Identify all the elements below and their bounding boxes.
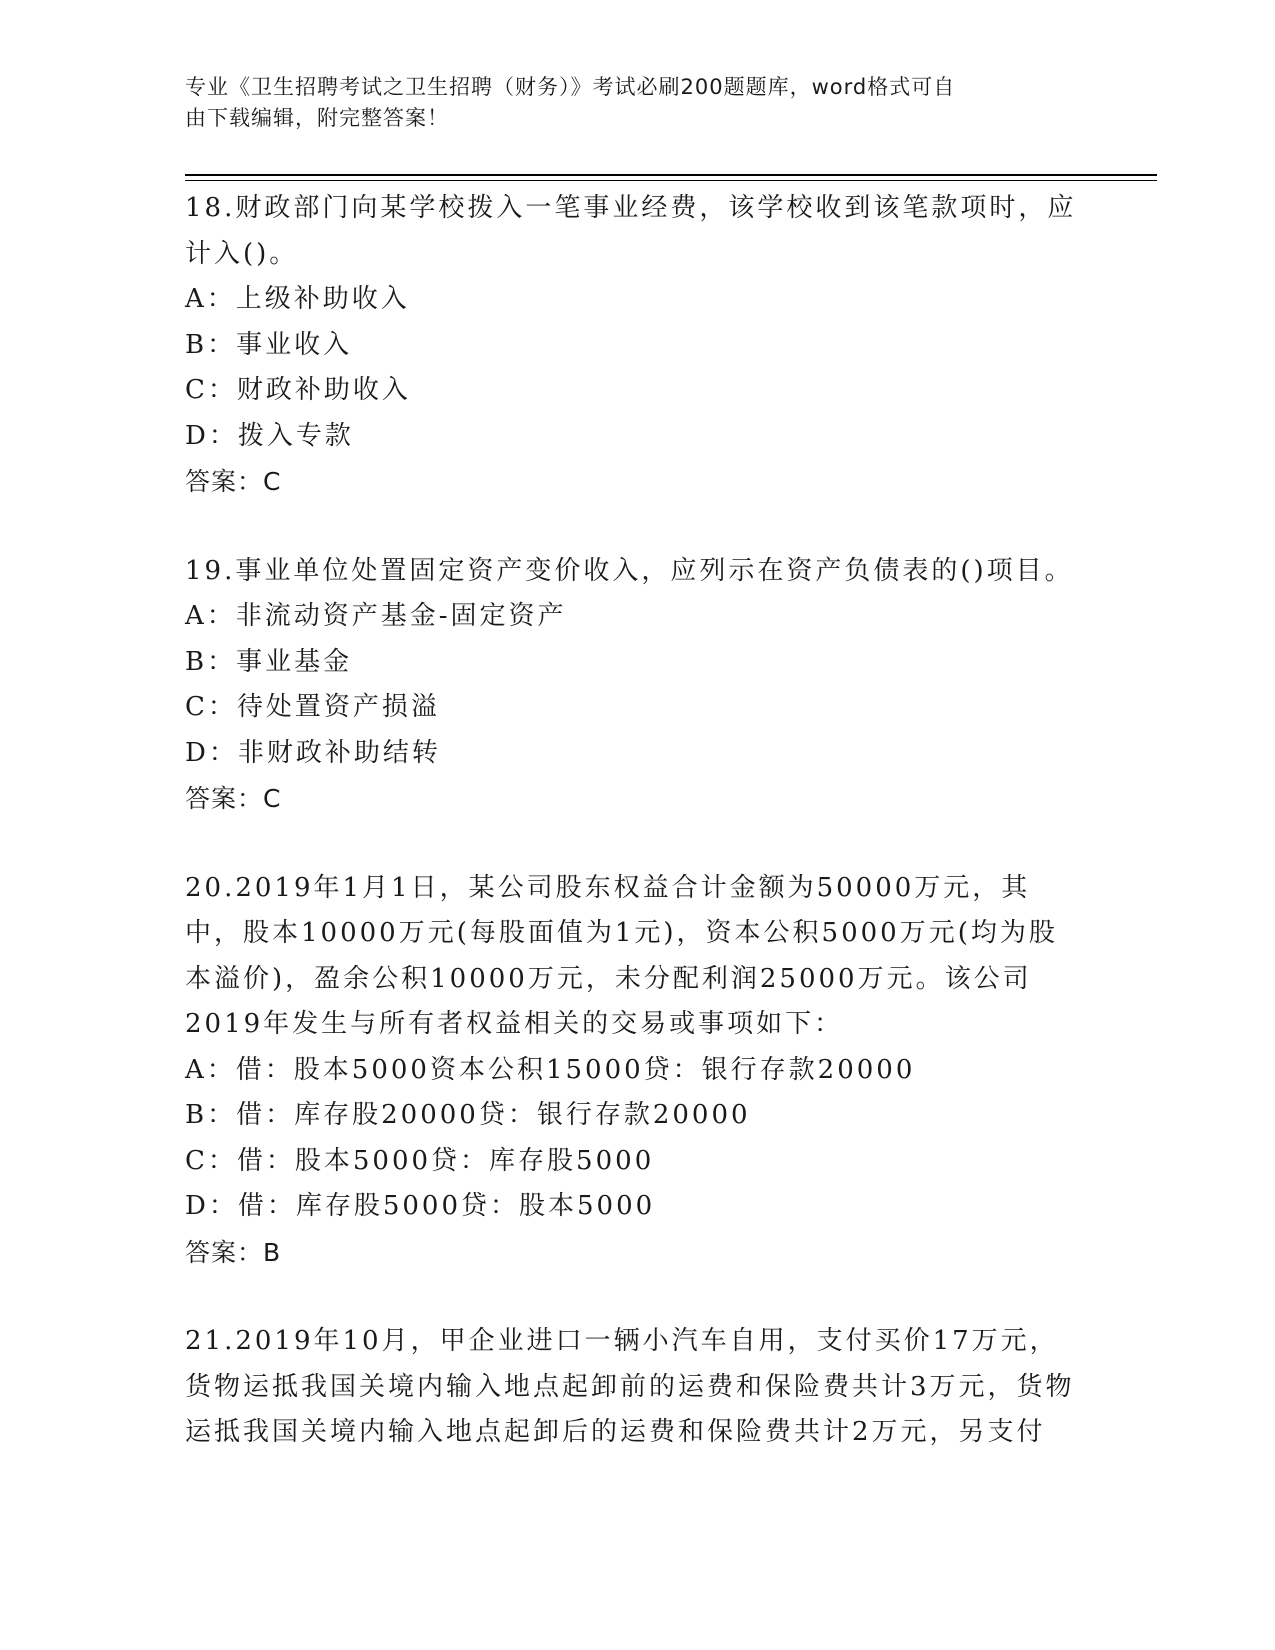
option-a: A：非流动资产基金-固定资产 — [185, 601, 567, 631]
header-line-1: 专业《卫生招聘考试之卫生招聘（财务）》考试必刷200题题库，word格式可自 — [185, 75, 956, 99]
option-c: C：财政补助收入 — [185, 375, 411, 405]
option-a: A：上级补助收入 — [185, 284, 410, 314]
question-stem: 21.2019年10月，甲企业进口一辆小汽车自用，支付买价17万元，货物运抵我国关境内输入地点起卸前的运费和保险费共计3万元，货物运抵我国关境内输入地点起卸后的运费和保险费共计2万元，另支付 — [185, 1326, 1075, 1447]
question-19 — [185, 549, 1085, 822]
option-d: D：借：库存股5000贷：股本5000 — [185, 1191, 656, 1221]
option-b: B：事业基金 — [185, 646, 353, 677]
header-divider-thin — [185, 180, 1157, 181]
answer-line: 答案：C — [185, 784, 282, 813]
option-b: B：借：库存股20000贷：银行存款20000 — [185, 1100, 751, 1130]
option-a: A：借：股本5000资本公积15000贷：银行存款20000 — [185, 1054, 916, 1085]
option-d: D：拨入专款 — [185, 420, 354, 451]
answer-line: 答案：B — [185, 1237, 282, 1267]
question-stem: 18.财政部门向某学校拨入一笔事业经费，该学校收到该笔款项时，应计入()。 — [185, 193, 1077, 269]
question-stem: 20.2019年1月1日，某公司股东权益合计金额为50000万元，其中，股本10000万元(每股面值为1元)，资本公积5000万元(均为股本溢价)，盈余公积10000万元，未分配利润25000万元。该公司2019年发生与所有者权益相关的交易或事项如下： — [185, 872, 1058, 1039]
option-c: C：待处置资产损溢 — [185, 692, 440, 722]
question-18 — [185, 186, 1085, 505]
question-stem: 19.事业单位处置固定资产变价收入，应列示在资产负债表的()项目。 — [185, 555, 1074, 586]
option-d: D：非财政补助结转 — [185, 737, 441, 768]
header-line-2: 由下载编辑，附完整答案！ — [185, 106, 449, 130]
question-20 — [185, 866, 1085, 1276]
document-header — [185, 72, 1065, 134]
option-b: B：事业收入 — [185, 329, 353, 360]
answer-line: 答案：C — [185, 467, 282, 496]
question-21 — [185, 1319, 1085, 1456]
option-c: C：借：股本5000贷：库存股5000 — [185, 1145, 655, 1176]
question-list — [185, 186, 1085, 1500]
header-divider-thick — [185, 174, 1157, 176]
